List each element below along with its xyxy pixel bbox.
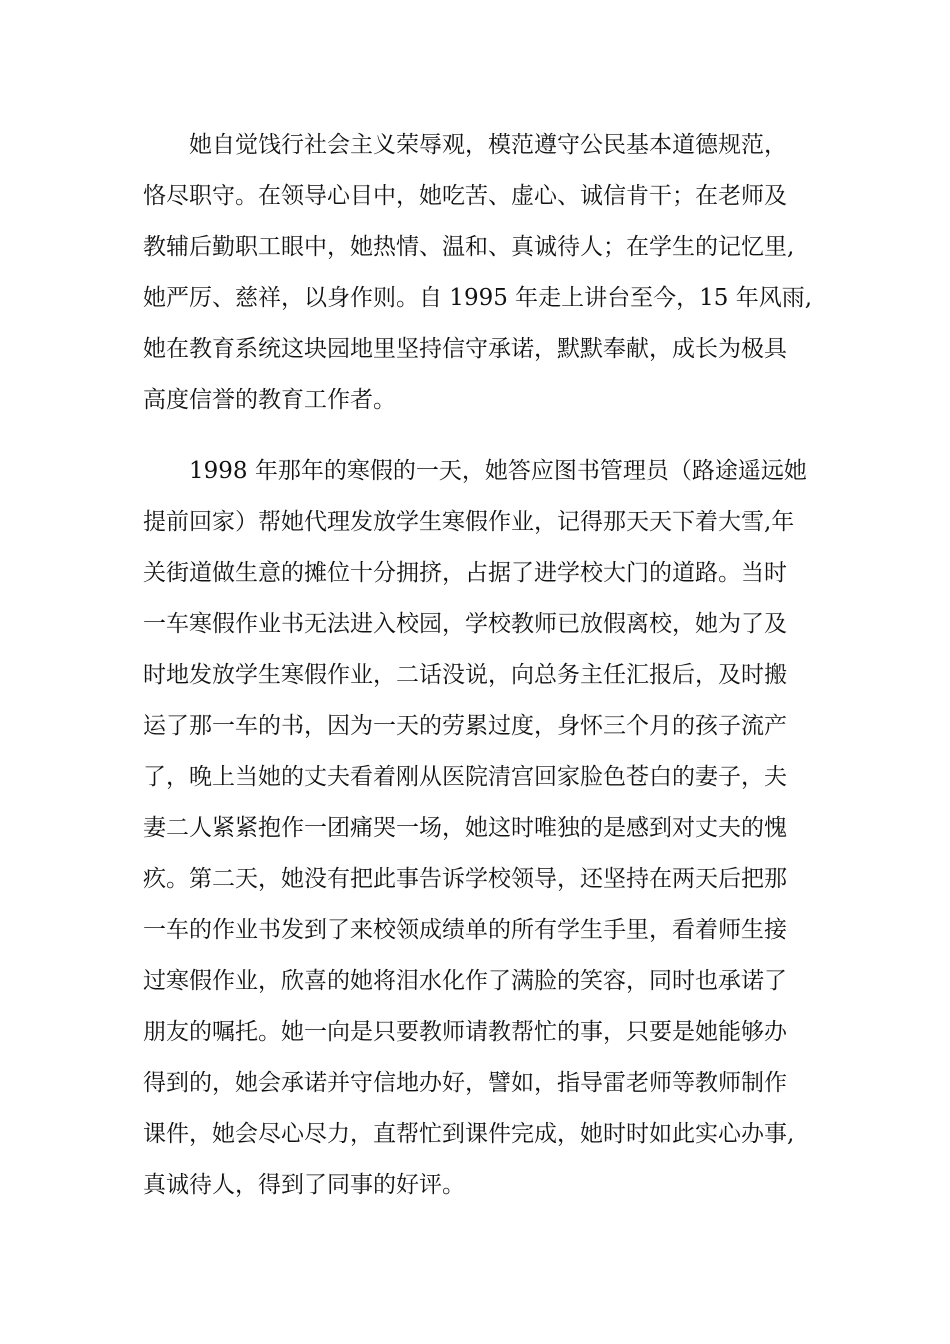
- text-line: 过寒假作业，欣喜的她将泪水化作了满脸的笑容，同时也承诺了: [143, 968, 787, 994]
- text-line: 恪尽职守。在领导心目中，她吃苦、虚心、诚信肯干；在老师及: [143, 183, 787, 209]
- text-line: 她在教育系统这块园地里坚持信守承诺，默默奉献，成长为极具: [143, 336, 787, 362]
- paragraph-2: [143, 446, 813, 1211]
- text-line: 她自觉饯行社会主义荣辱观，模范遵守公民基本道德规范，: [189, 132, 787, 158]
- text-line: 妻二人紧紧抱作一团痛哭一场，她这时唯独的是感到对丈夫的愧: [143, 815, 787, 841]
- text-line: 得到的，她会承诺并守信地办好，譬如，指导雷老师等教师制作: [143, 1070, 787, 1096]
- text-line: 朋友的嘱托。她一向是只要教师请教帮忙的事，只要是她能够办: [143, 1019, 787, 1045]
- text-line: 运了那一车的书，因为一天的劳累过度，身怀三个月的孩子流产: [143, 713, 787, 739]
- text-line: 她严厉、慈祥，以身作则。自 1995 年走上讲台至今，15 年风雨,: [143, 285, 813, 311]
- text-line: 课件，她会尽心尽力，直帮忙到课件完成，她时时如此实心办事,: [143, 1121, 795, 1147]
- text-line: 1998 年那年的寒假的一天，她答应图书管理员（路途遥远她: [189, 458, 807, 484]
- text-line: 提前回家）帮她代理发放学生寒假作业，记得那天天下着大雪,年: [143, 509, 795, 535]
- paragraph-1: [143, 120, 813, 426]
- text-line: 真诚待人，得到了同事的好评。: [143, 1172, 465, 1198]
- text-line: 疚。第二天，她没有把此事告诉学校领导，还坚持在两天后把那: [143, 866, 787, 892]
- text-line: 时地发放学生寒假作业，二话没说，向总务主任汇报后，及时搬: [143, 662, 787, 688]
- document-page: [143, 120, 813, 1211]
- text-line: 高度信誉的教育工作者。: [143, 387, 396, 413]
- text-line: 一车寒假作业书无法进入校园，学校教师已放假离校，她为了及: [143, 611, 787, 637]
- text-line: 教辅后勤职工眼中，她热情、温和、真诚待人；在学生的记忆里,: [143, 234, 795, 260]
- text-line: 了，晚上当她的丈夫看着刚从医院清宫回家脸色苍白的妻子，夫: [143, 764, 787, 790]
- text-line: 一车的作业书发到了来校领成绩单的所有学生手里，看着师生接: [143, 917, 787, 943]
- text-line: 关街道做生意的摊位十分拥挤，占据了进学校大门的道路。当时: [143, 560, 787, 586]
